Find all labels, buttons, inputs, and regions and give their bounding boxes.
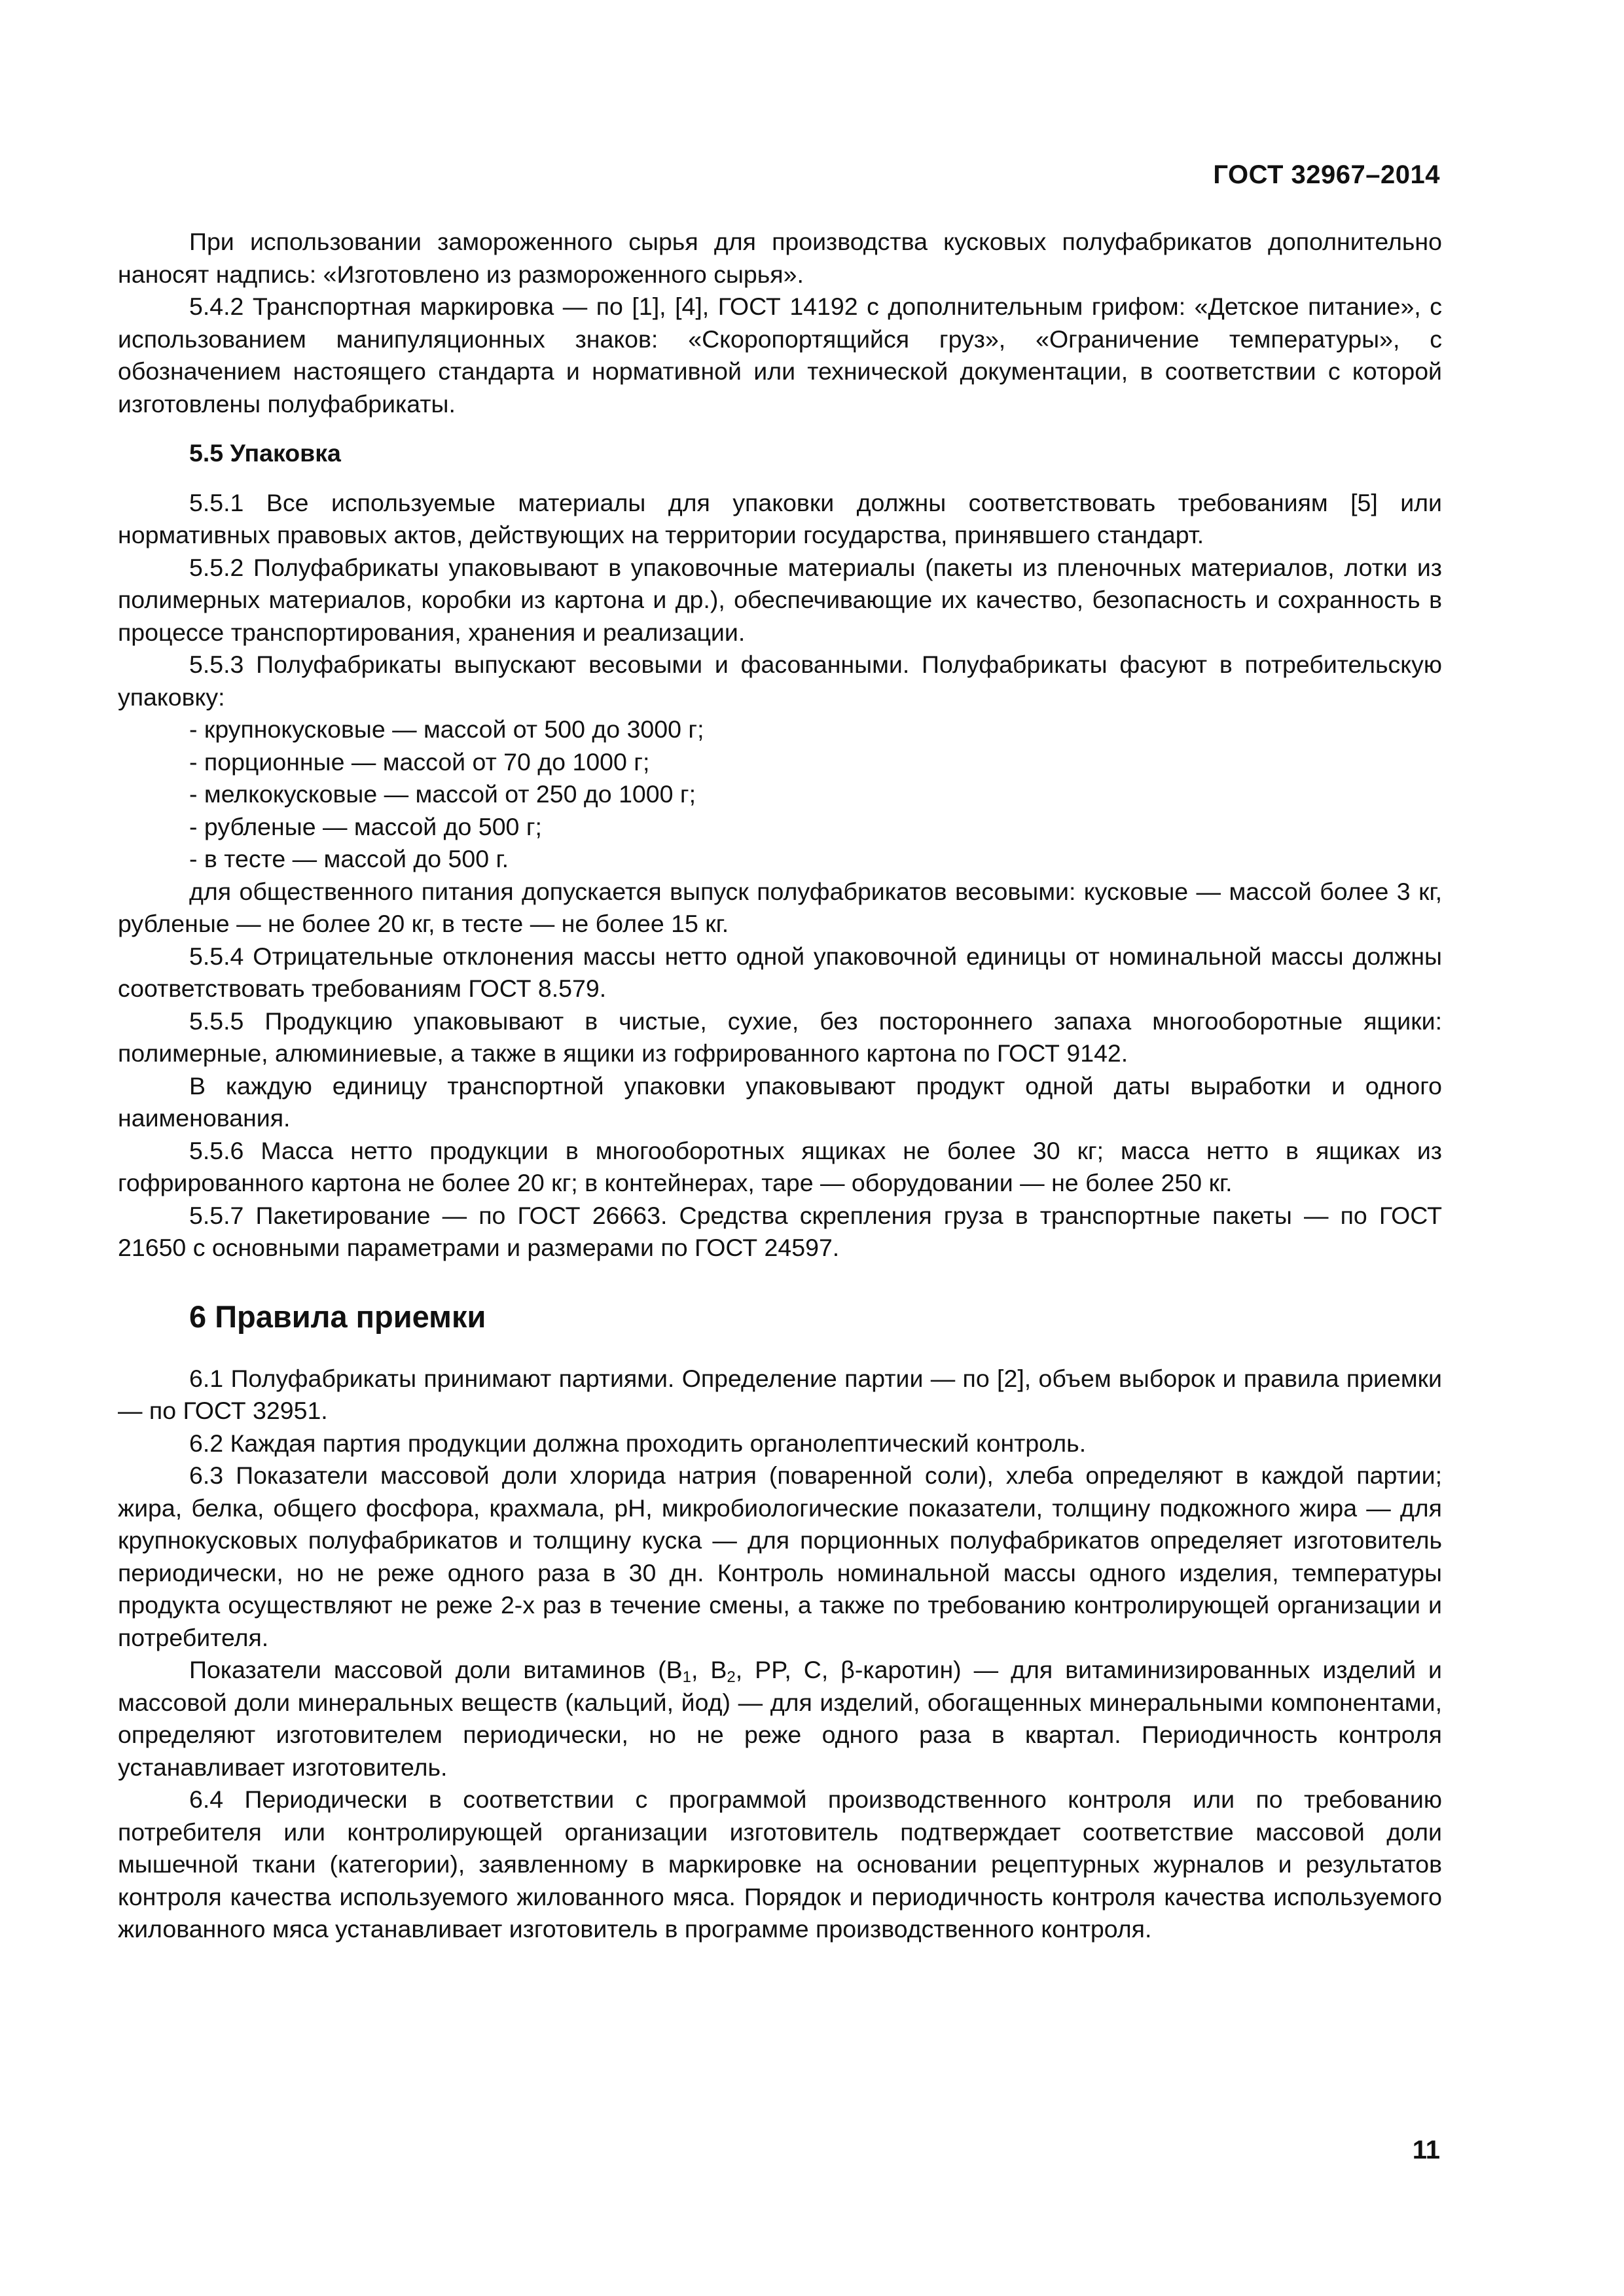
list-item: - мелкокусковые — массой от 250 до 1000 г;: [189, 780, 696, 808]
paragraph-5-5-3: 5.5.3 Полуфабрикаты выпускают весовыми и фасованными. Полуфабрикаты фасуют в потребительскую упаковку:: [118, 651, 1442, 711]
section-heading-6: 6 Правила приемки: [189, 1299, 486, 1334]
page-number: 11: [1412, 2136, 1440, 2164]
document-id-header: ГОСТ 32967–2014: [1213, 160, 1440, 189]
vitamins-text-mid: , B: [691, 1656, 727, 1683]
paragraph-6-3: 6.3 Показатели массовой доли хлорида натрия (поваренной соли), хлеба определяют в каждой партии; жира, белка, общего фосфора, крахмала, pH, микробиологические показатели, толщину подкожного жира — для крупнокусковых полуфабрикатов и толщину куска — для порционных полуфабрикатов определяет изготовитель периодически, но не реже одного раза в 30 дн. Контроль номинальной массы одного изделия, температуры продукта осуществляют не реже 2-х раз в течение смены, а также по требованию контролирующей организации и потребителя.: [118, 1462, 1442, 1651]
vitamins-text-end: , PP, C, β-каротин) — для витаминизированных изделий и массовой доли минеральных веществ (кальций, йод) — для изделий, обогащенных минеральными компонентами, определяют изготовителем периодически, но не реже одного раза в квартал. Периодичность контроля устанавливает изготовитель.: [118, 1656, 1442, 1781]
paragraph-5-5-7: 5.5.7 Пакетирование — по ГОСТ 26663. Средства скрепления груза в транспортные пакеты — по ГОСТ 21650 с основными параметрами и размерами по ГОСТ 24597.: [118, 1201, 1442, 1261]
list-item: - в тесте — массой до 500 г.: [189, 845, 509, 872]
subscript-2: 2: [727, 1668, 736, 1686]
list-item: - рубленые — массой до 500 г;: [189, 812, 542, 840]
paragraph-5-4-2: 5.4.2 Транспортная маркировка — по [1], [4], ГОСТ 14192 с дополнительным грифом: «Детское питание», с использованием манипуляционных знаков: «Скоропортящийся груз», «Ограничение температуры», с обозначением настоящего стандарта и нормативной или технической документации, в соответствии с которой изготовлены полуфабрикаты.: [118, 293, 1442, 418]
vitamins-text-start: Показатели массовой доли витаминов (B: [189, 1656, 683, 1683]
section-heading-5-5: 5.5 Упаковка: [189, 439, 341, 467]
subscript-1: 1: [682, 1668, 691, 1686]
paragraph-vitamins: [118, 1654, 1442, 1784]
document-body: [118, 226, 1442, 1946]
paragraph-5-5-6: 5.5.6 Масса нетто продукции в многооборотных ящиках не более 30 кг; масса нетто в ящиках из гофрированного картона не более 20 кг; в контейнерах, таре — оборудовании — не более 250 кг.: [118, 1136, 1442, 1196]
paragraph-5-5-5: 5.5.5 Продукцию упаковывают в чистые, сухие, без постороннего запаха многооборотные ящики: полимерные, алюминиевые, а также в ящики из гофрированного картона по ГОСТ 9142.: [118, 1007, 1442, 1067]
paragraph-5-5-4: 5.5.4 Отрицательные отклонения массы нетто одной упаковочной единицы от номинальной массы должны соответствовать требованиям ГОСТ 8.579.: [118, 942, 1442, 1002]
list-item: - порционные — массой от 70 до 1000 г;: [189, 747, 650, 776]
paragraph-6-4: 6.4 Периодически в соответствии с программой производственного контроля или по требованию потребителя или контролирующей организации изготовитель подтверждает соответствие массовой доли мышечной ткани (категории), заявленному в маркировке на основании рецептурных журналов и результатов контроля качества используемого жилованного мяса. Порядок и периодичность контроля качества используемого жилованного мяса устанавливает изготовитель в программе производственного контроля.: [118, 1785, 1442, 1943]
paragraph-5-5-1: 5.5.1 Все используемые материалы для упаковки должны соответствовать требованиям [5] или нормативных правовых актов, действующих на территории государства, принявшего стандарт.: [118, 488, 1442, 548]
paragraph-5-5-2: 5.5.2 Полуфабрикаты упаковывают в упаковочные материалы (пакеты из пленочных материалов, лотки из полимерных материалов, коробки из картона и др.), обеспечивающие их качество, безопасность и сохранность в процессе транспортирования, хранения и реализации.: [118, 553, 1442, 646]
paragraph-frozen-raw: При использовании замороженного сырья для производства кусковых полуфабрикатов дополнительно наносят надпись: «Изготовлено из размороженного сырья».: [118, 228, 1442, 288]
paragraph-6-1: 6.1 Полуфабрикаты принимают партиями. Определение партии — по [2], объем выборок и правила приемки — по ГОСТ 32951.: [118, 1364, 1442, 1424]
packaging-mass-list: [118, 713, 1442, 876]
paragraph-public-catering: для общественного питания допускается выпуск полуфабрикатов весовыми: кусковые — массой более 3 кг, рубленые — не более 20 кг, в тесте — не более 15 кг.: [118, 877, 1442, 937]
list-item: - крупнокусковые — массой от 500 до 3000 г;: [189, 715, 704, 743]
paragraph-each-unit: В каждую единицу транспортной упаковки упаковывают продукт одной даты выработки и одного наименования.: [118, 1071, 1442, 1132]
paragraph-6-2: 6.2 Каждая партия продукции должна проходить органолептический контроль.: [189, 1429, 1087, 1457]
